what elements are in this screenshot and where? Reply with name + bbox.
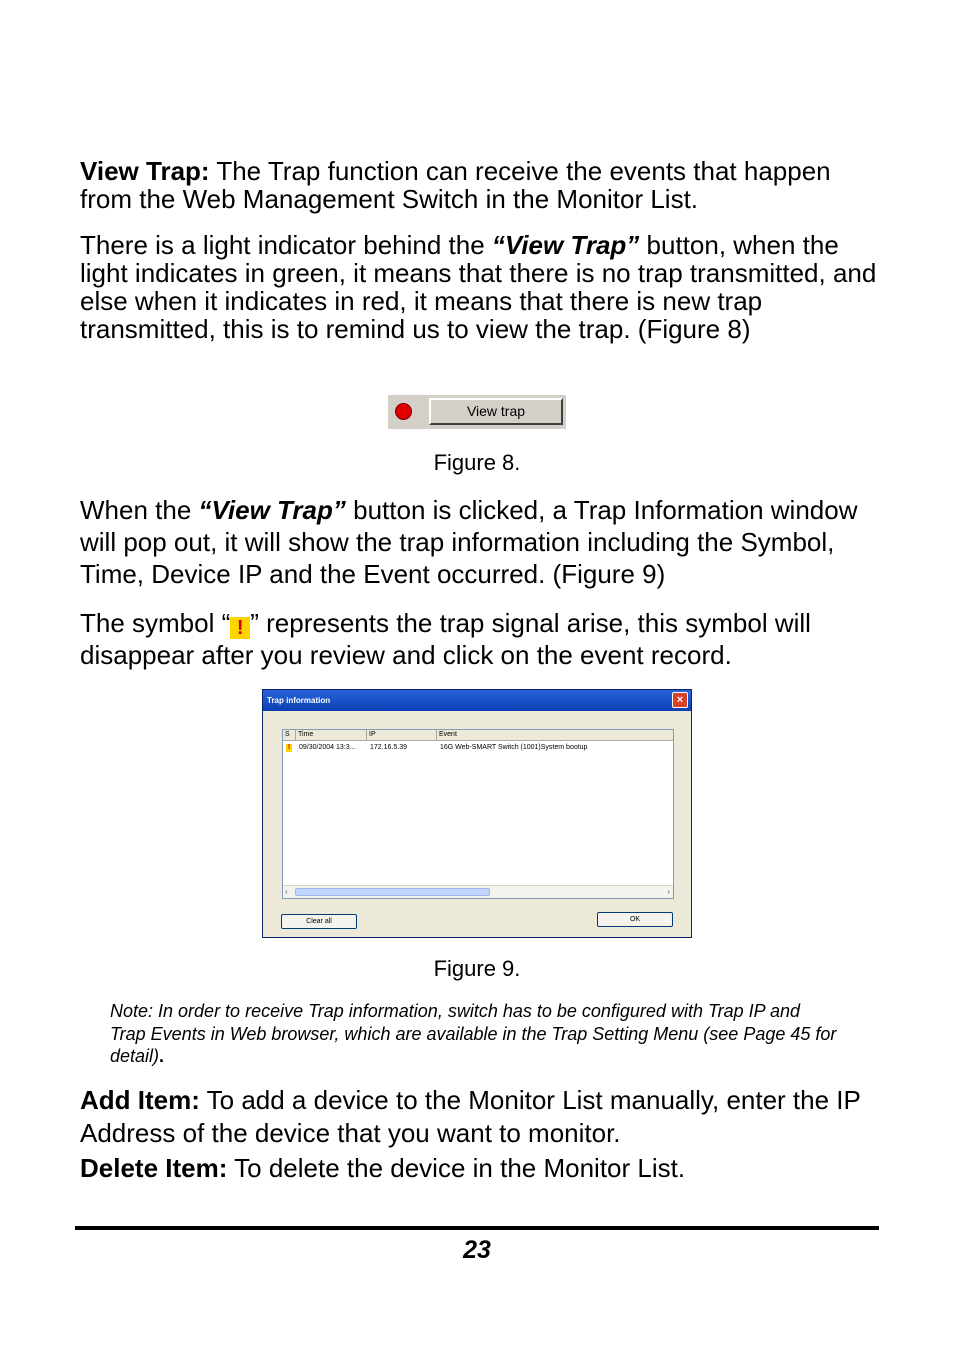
figure-9-caption: Figure 9.	[433, 956, 521, 981]
note-end: .	[159, 1046, 165, 1066]
row-time: 09/30/2004 13:3...	[299, 744, 356, 751]
delete-item-heading: Delete Item:	[80, 1153, 228, 1183]
note-text: Note: In order to receive Trap information, switch has to be configured with Trap IP and Trap Events in Web browser, which are available in the Trap Setting Menu (see Page 45 for detail)	[110, 1001, 837, 1066]
popup-paragraph	[80, 494, 880, 590]
trap-information-window	[262, 689, 692, 938]
indicator-text-1: There is a light indicator behind the	[80, 230, 492, 260]
ok-button[interactable]: OK	[597, 912, 673, 927]
note-paragraph	[110, 1000, 840, 1068]
symbol-paragraph	[80, 607, 880, 671]
figure-8-view-trap-widget	[388, 395, 566, 429]
trap-alert-icon: !	[230, 617, 250, 639]
trap-list[interactable]	[282, 729, 674, 899]
scrollbar-thumb[interactable]	[295, 888, 490, 896]
indicator-text-2: button, when the light indicates in green, it means that there is no trap transmitted, and else when it indicates in red, it means that there is new trap transmitted, this is to remind us to view the trap. (Figure 8)	[80, 230, 877, 344]
page-number: 23	[463, 1236, 491, 1264]
row-event: 16G Web-SMART Switch (1001)System bootup	[440, 744, 588, 751]
column-header-event[interactable]: Event	[439, 731, 457, 738]
view-trap-paragraph	[80, 157, 880, 213]
add-item-paragraph	[80, 1084, 880, 1150]
figure-8-caption: Figure 8.	[433, 450, 521, 475]
view-trap-emphasis: “View Trap”	[491, 230, 640, 260]
column-header-ip[interactable]: IP	[367, 730, 437, 740]
list-header	[283, 730, 673, 741]
popup-text-1: When the	[80, 495, 199, 525]
horizontal-scrollbar[interactable]	[283, 885, 673, 898]
symbol-text-2: ” represents the trap signal arise, this symbol will disappear after you review and click on the event record.	[80, 608, 811, 670]
footer-divider	[75, 1226, 879, 1230]
column-header-time[interactable]: Time	[296, 730, 367, 740]
add-item-text: To add a device to the Monitor List manually, enter the IP Address of the device that you want to monitor.	[80, 1085, 861, 1148]
window-title: Trap information	[267, 696, 331, 705]
trap-alert-icon: !	[287, 744, 291, 751]
clear-all-button[interactable]: Clear all	[281, 914, 357, 929]
scroll-right-icon[interactable]: ›	[667, 887, 670, 896]
symbol-text-1: The symbol “	[80, 608, 231, 638]
table-row[interactable]	[283, 743, 673, 753]
popup-text-2: button is clicked, a Trap Information window will pop out, it will show the trap information including the Symbol, Time, Device IP and the Event occurred. (Figure 9)	[80, 495, 858, 589]
add-item-heading: Add Item:	[80, 1085, 200, 1115]
trap-indicator-light	[395, 403, 412, 420]
indicator-paragraph	[80, 231, 880, 343]
row-ip: 172.16.5.39	[370, 744, 407, 751]
close-icon[interactable]: ×	[672, 692, 688, 708]
view-trap-heading: View Trap:	[80, 156, 210, 186]
delete-item-text: To delete the device in the Monitor List.	[227, 1153, 686, 1183]
scroll-left-icon[interactable]: ‹	[285, 887, 288, 896]
view-trap-button[interactable]: View trap	[429, 398, 563, 425]
window-titlebar	[263, 690, 691, 711]
view-trap-emphasis-2: “View Trap”	[198, 495, 346, 525]
delete-item-paragraph	[80, 1152, 880, 1185]
column-header-symbol[interactable]: S	[283, 730, 296, 740]
view-trap-intro: The Trap function can receive the events that happen from the Web Management Switch in the Monitor List.	[80, 156, 831, 214]
